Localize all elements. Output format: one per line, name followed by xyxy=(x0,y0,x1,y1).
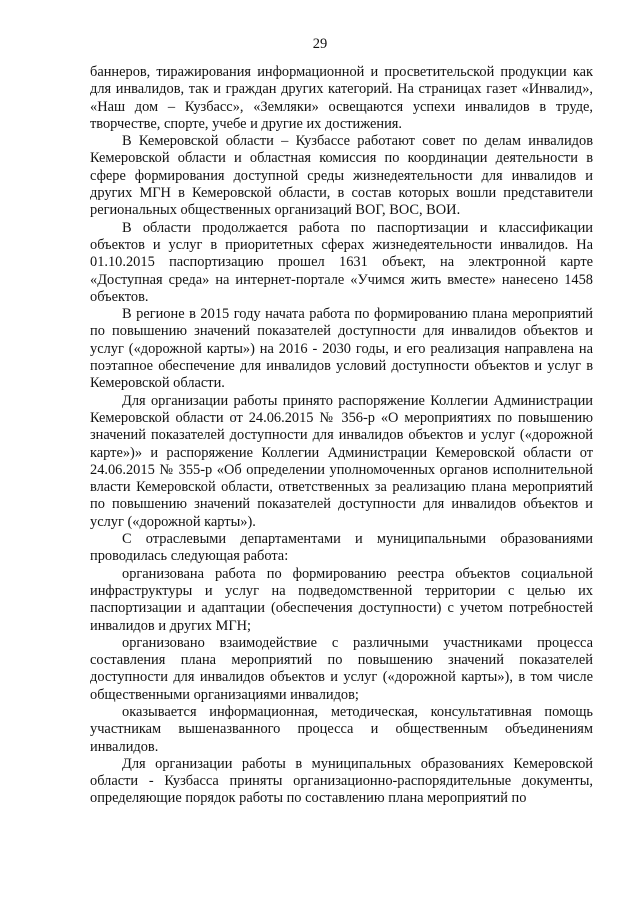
paragraph: В регионе в 2015 году начата работа по формированию плана мероприятий по повышению значений показателей доступности для инвалидов объектов и услуг («дорожной карты») на 2016 - 2030 годы, и его реализация направлена на поэтапное обеспечение для инвалидов условий доступности объектов и услуг в Кемеровской области. xyxy=(90,306,593,392)
paragraph: В области продолжается работа по паспортизации и классификации объектов и услуг в приоритетных сферах жизнедеятельности инвалидов. На 01.10.2015 паспортизацию прошел 1631 объект, на электронной карте «Доступная среда» на интернет-портале «Учимся жить вместе» нанесено 1458 объектов. xyxy=(90,219,593,305)
paragraph: С отраслевыми департаментами и муниципальными образованиями проводилась следующая работа: xyxy=(90,531,593,565)
document-body xyxy=(90,64,593,808)
paragraph: оказывается информационная, методическая, консультативная помощь участникам вышеназванного процесса и общественным объединениям инвалидов. xyxy=(90,703,593,755)
page-number: 29 xyxy=(312,36,328,52)
paragraph: Для организации работы в муниципальных образованиях Кемеровской области - Кузбасса приняты организационно-распорядительные документы, определяющие порядок работы по составлению плана мероприятий по xyxy=(90,755,593,807)
paragraph: Для организации работы принято распоряжение Коллегии Администрации Кемеровской области от 24.06.2015 № 356-р «О мероприятиях по повышению значений показателей доступности для инвалидов объектов и услуг («дорожной карте»)» и распоряжение Коллегии Администрации Кемеровской области от 24.06.2015 № 355-р «Об определении уполномоченных органов исполнительной власти Кемеровской области, ответственных за реализацию плана мероприятий по повышению значений показателей доступности для инвалидов объектов и услуг («дорожной карты»). xyxy=(90,392,593,530)
paragraph: В Кемеровской области – Кузбассе работают совет по делам инвалидов Кемеровской области и областная комиссия по координации деятельности в сфере формирования доступной среды жизнедеятельности для инвалидов и других МГН в Кемеровской области, в состав которых вошли представители региональных общественных организаций ВОГ, ВОС, ВОИ. xyxy=(90,133,593,219)
paragraph: организована работа по формированию реестра объектов социальной инфраструктуры и услуг на подведомственной территории с целью их паспортизации и адаптации (обеспечения доступности) с учетом потребностей инвалидов и других МГН; xyxy=(90,565,593,634)
paragraph: организовано взаимодействие с различными участниками процесса составления плана мероприятий по повышению значений показателей доступности для инвалидов объектов и услуг («дорожной карты»), в том числе общественными организациями инвалидов; xyxy=(90,634,593,703)
paragraph: баннеров, тиражирования информационной и просветительской продукции как для инвалидов, так и граждан других категорий. На страницах газет «Инвалид», «Наш дом – Кузбасс», «Земляки» освещаются успехи инвалидов в труде, творчестве, спорте, учебе и другие их достижения. xyxy=(90,64,593,132)
